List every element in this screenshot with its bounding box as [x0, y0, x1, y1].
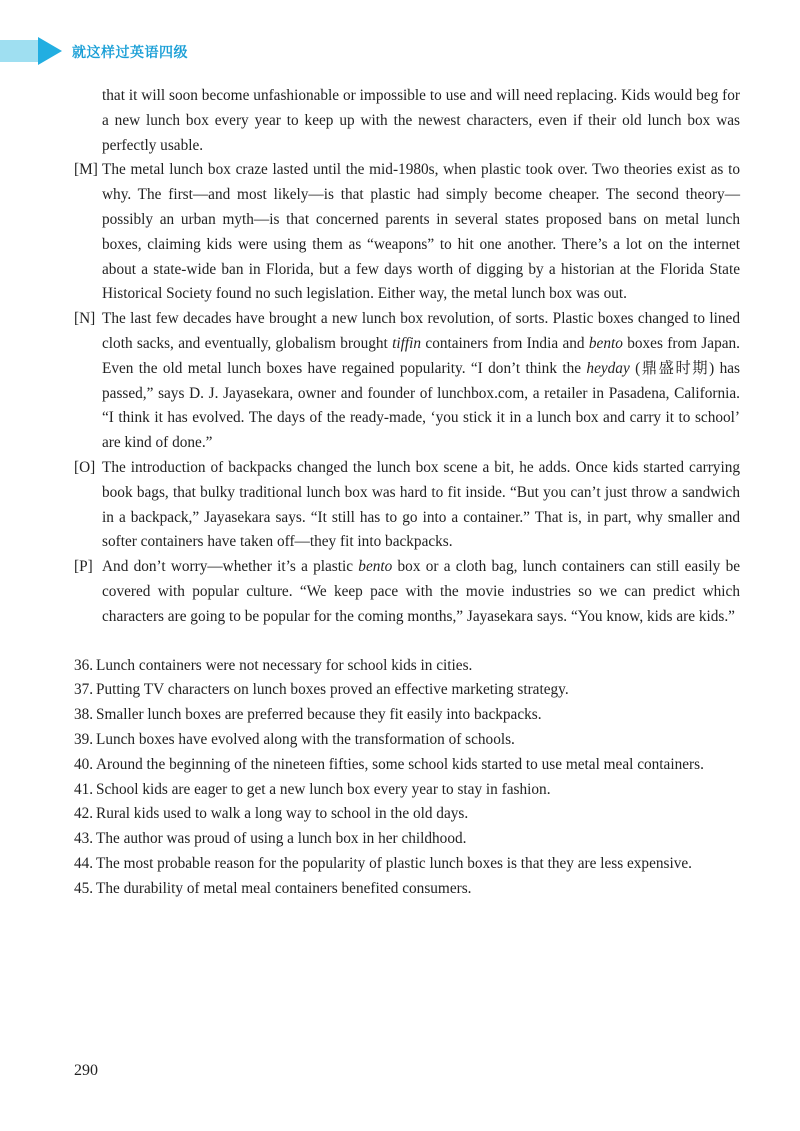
question-number: 36.	[74, 656, 94, 674]
header-color-bar	[0, 40, 40, 62]
question-number: 38.	[74, 706, 94, 724]
question-text: Smaller lunch boxes are preferred because they fit easily into backpacks.	[96, 706, 542, 724]
paragraph-marker: [O]	[74, 458, 96, 476]
question-text: Around the beginning of the nineteen fifties, some school kids started to use metal meal containers.	[96, 755, 704, 773]
paragraph-text: The introduction of backpacks changed the lunch box scene a bit, he adds. Once kids started carrying book bags, that bulky traditional lunch box was hard to fit inside. “But you can’t just throw a sandwich in a backpack,” Jayasekara says. “It still has to go into a container.” That is, in part, why smaller and softer containers have taken off—they fit into backpacks.	[102, 458, 740, 551]
question-list	[74, 654, 740, 902]
page-content	[74, 84, 740, 902]
page-header	[0, 34, 260, 70]
question-number: 43.	[74, 830, 94, 848]
question-item	[74, 802, 740, 827]
question-item	[74, 728, 740, 753]
question-item	[74, 852, 740, 877]
question-text: Rural kids used to walk a long way to school in the old days.	[96, 805, 469, 823]
question-item	[74, 778, 740, 803]
paragraph-m	[74, 158, 740, 307]
question-text: The durability of metal meal containers benefited consumers.	[96, 879, 472, 897]
paragraph-text: box or a cloth bag, lunch containers can still easily be covered with popular culture. “We keep pace with the movie industries so we can predict which characters are going to be popular for the coming months,” Jayasekara says. “You know, kids are kids.”	[102, 558, 741, 625]
page-number: 290	[74, 1062, 98, 1079]
paragraph-o	[74, 456, 740, 555]
question-number: 40.	[74, 755, 94, 773]
paragraph-marker: [M]	[74, 161, 98, 179]
question-text: Lunch containers were not necessary for school kids in cities.	[96, 656, 473, 674]
paragraph-marker: [N]	[74, 310, 96, 328]
question-number: 39.	[74, 730, 94, 748]
header-arrow-icon	[38, 37, 62, 65]
question-text: Putting TV characters on lunch boxes proved an effective marketing strategy.	[96, 681, 569, 699]
question-number: 44.	[74, 854, 94, 872]
question-number: 37.	[74, 681, 94, 699]
paragraph-text: The metal lunch box craze lasted until the mid-1980s, when plastic took over. Two theories exist as to why. The first—and most likely—is that plastic had simply become cheaper. The second theory—possibly an urban myth—is that concerned parents in several states proposed bans on metal lunch boxes, claiming kids were using them as “weapons” to hit one another. There’s a lot on the internet about a state-wide ban in Florida, but a few days worth of digging by a historian at the Florida State Historical Society found no such legislation. Either way, the metal lunch box was out.	[102, 161, 740, 303]
question-item	[74, 877, 740, 902]
paragraph-continuation: that it will soon become unfashionable or impossible to use and will need replacing. Kids would beg for a new lunch box every year to keep up with the newest characters, even if their old lunch box was perfectly usable.	[102, 87, 740, 154]
paragraph-marker: [P]	[74, 558, 93, 576]
paragraph-text: And don’t worry—whether it’s a plastic	[102, 558, 359, 576]
question-text: School kids are eager to get a new lunch box every year to stay in fashion.	[96, 780, 551, 798]
question-number: 45.	[74, 879, 94, 897]
paragraph-text: containers from India and	[421, 334, 589, 352]
question-text: Lunch boxes have evolved along with the transformation of schools.	[96, 730, 515, 748]
question-item	[74, 703, 740, 728]
italic-term-tiffin: tiffin	[392, 334, 422, 352]
paragraph-text: The last few decades have brought a new lunch box revolution, of sorts. Plastic boxes changed to lined cloth sacks, and eventually, globalism brought	[102, 310, 740, 352]
question-item	[74, 827, 740, 852]
question-text: The most probable reason for the popularity of plastic lunch boxes is that they are less expensive.	[96, 854, 692, 872]
italic-term-bento: bento	[588, 334, 623, 352]
paragraph-p	[74, 555, 740, 629]
paragraph-text: boxes from Japan. Even the old metal lunch boxes have regained popularity. “I don’t think the	[102, 334, 740, 377]
book-title: 就这样过英语四级	[72, 45, 188, 61]
question-number: 42.	[74, 805, 94, 823]
paragraph-text: (鼎盛时期) has passed,” says D. J. Jayasekara, owner and founder of lunchbox.com, a retailer in Pasadena, California. “I think it has evolved. The days of the ready-made, ‘you stick it in a lunch box and carry it to school’ are kind of done.”	[102, 359, 740, 452]
paragraph-n	[74, 307, 740, 456]
italic-term-heyday: heyday	[586, 359, 630, 377]
question-text: The author was proud of using a lunch box in her childhood.	[96, 830, 467, 848]
italic-term-bento: bento	[358, 558, 393, 576]
question-number: 41.	[74, 780, 94, 798]
question-item	[74, 654, 740, 679]
question-item	[74, 753, 740, 778]
question-item	[74, 678, 740, 703]
